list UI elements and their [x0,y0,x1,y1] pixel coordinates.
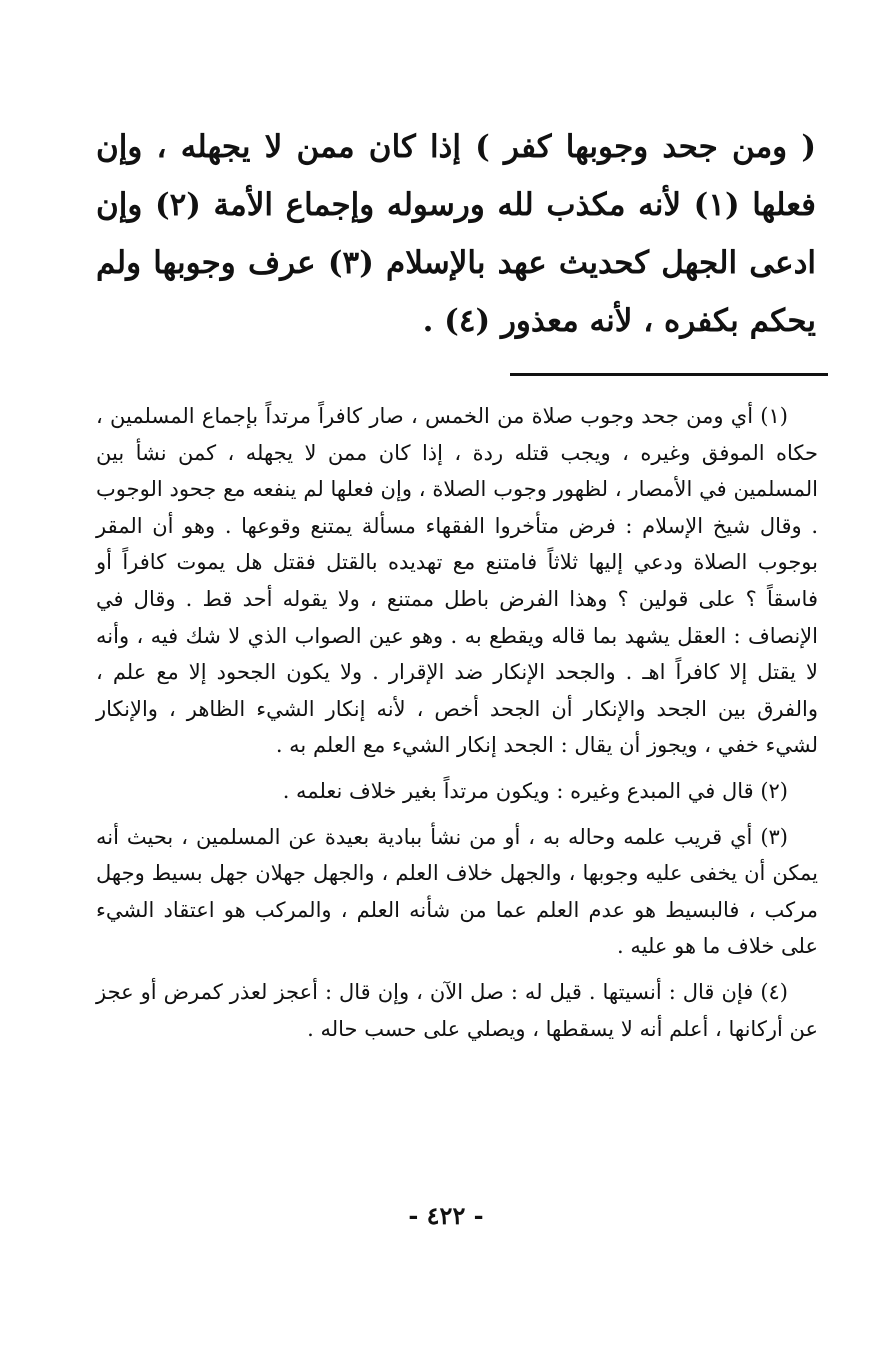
footnote-1: (١) أي ومن جحد وجوب صلاة من الخمس ، صار كافراً مرتداً بإجماع المسلمين ، حكاه الموفق وغيره ، ويجب قتله ردة ، إذا كان ممن لا يجهله ، كمن نشأ بين المسلمين في الأمصار ، لظهور وجوب الصلاة ، وإن فعلها لم ينفعه مع جحود الوجوب . وقال شيخ الإسلام : فرض متأخروا الفقهاء مسألة يمتنع وقوعها . وهو أن المقر بوجوب الصلاة ودعي إليها ثلاثاً فامتنع مع تهديده بالقتل فقتل هل يموت كافراً أو فاسقاً ؟ على قولين ؟ وهذا الفرض باطل ممتنع ، ولا يقوله أحد قط . وقال في الإنصاف : العقل يشهد بما قاله ويقطع به . وهو عين الصواب الذي لا شك فيه ، وأنه لا يقتل إلا كافراً اهـ . والجحد الإنكار ضد الإقرار . ولا يكون الجحود إلا مع علم ، والفرق بين الجحد والإنكار أن الجحد أخص ، لأنه إنكار الشيء الظاهر ، والإنكار لشيء خفي ، ويجوز أن يقال : الجحد إنكار الشيء مع العلم به . [96,404,818,758]
footnote-4: (٤) فإن قال : أنسيتها . قيل له : صل الآن ، وإن قال : أعجز لعذر كمرض أو عجز عن أركانها ، أعلم أنه لا يسقطها ، ويصلي على حسب حاله . [96,979,818,1041]
main-text-block [96,118,816,350]
footnote-3: (٣) أي قريب علمه وحاله به ، أو من نشأ ببادية بعيدة عن المسلمين ، بحيث أنه يمكن أن يخفى عليه وجوبها ، والجهل خلاف العلم ، والجهل جهلان جهل بسيط وجهل مركب ، فالبسيط هو عدم العلم عما من شأنه العلم ، والمركب هو اعتقاد الشيء على خلاف ما هو عليه . [96,824,818,959]
page-number: - ٤٢٢ - [408,1201,484,1230]
footnote-divider [510,373,828,376]
main-paragraph: ( ومن جحد وجوبها كفر ) إذا كان ممن لا يجهله ، وإن فعلها (١) لأنه مكذب لله ورسوله وإجماع الأمة (٢) وإن ادعى الجهل كحديث عهد بالإسلام (٣) عرف وجوبها ولم يحكم بكفره ، لأنه معذور (٤) . [96,129,816,339]
footnote-2: (٢) قال في المبدع وغيره : ويكون مرتداً بغير خلاف نعلمه . [282,778,788,803]
footnotes-section [96,398,818,1056]
